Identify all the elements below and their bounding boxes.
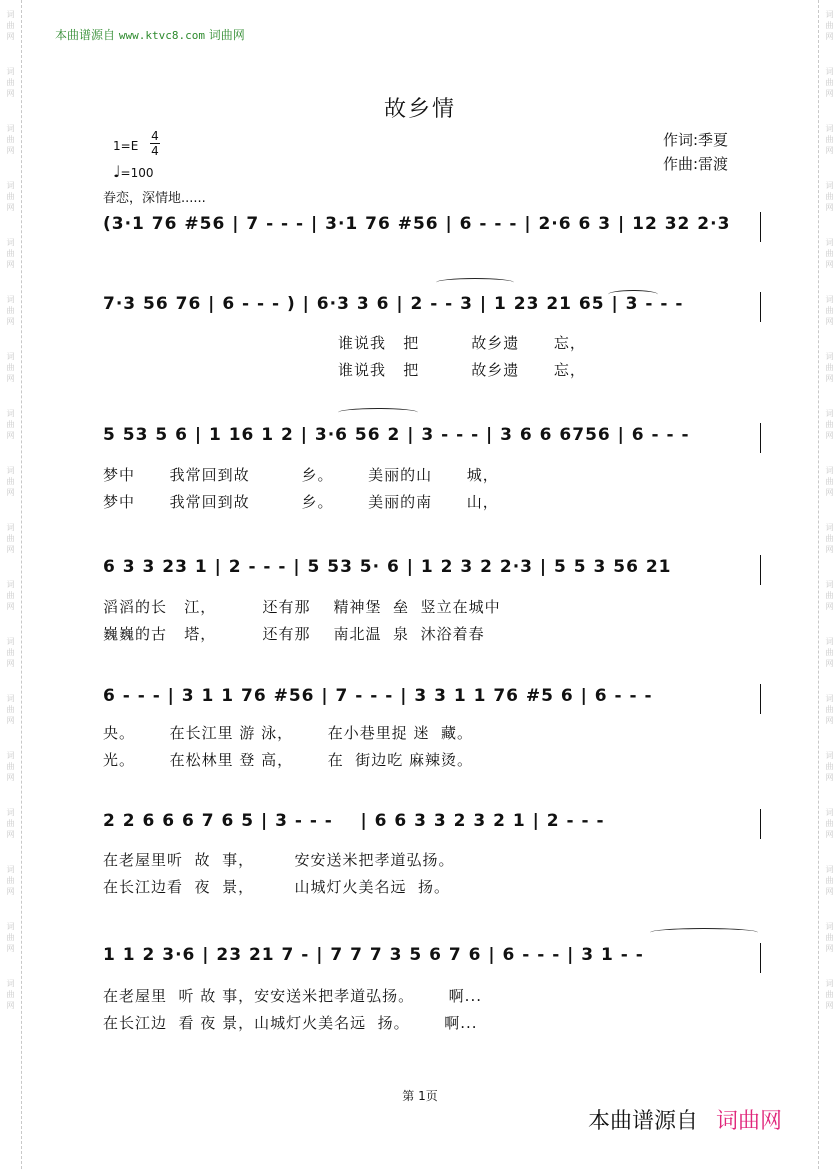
margin-glyph: 网: [825, 1001, 834, 1010]
right-margin-watermark: [818, 0, 840, 1169]
margin-glyph: 网: [825, 203, 834, 212]
margin-glyph: 曲: [6, 363, 15, 372]
margin-glyph: 曲: [825, 990, 834, 999]
lyric-line-5-verse-2: 光。 在松林里 登 高， 在 街边吃 麻辣烫。: [103, 751, 474, 769]
system-end-barline: [760, 684, 761, 714]
site-header: [55, 26, 245, 43]
notation-system-1: (3·1 76 #56 | 7 - - - | 3·1 76 #56 | 6 - - - | 2·6 6 3 | 12 32 2·3: [103, 214, 731, 234]
system-end-barline: [760, 212, 761, 242]
margin-glyph: 曲: [6, 534, 15, 543]
slur: [608, 290, 658, 299]
lyric-line-7-verse-2: 在长江边 看 夜 景，山城灯火美名远 扬。 啊...: [103, 1014, 478, 1032]
margin-glyph: 网: [825, 32, 834, 41]
margin-glyph: 网: [825, 773, 834, 782]
margin-glyph: 网: [6, 944, 15, 953]
margin-glyph: 词: [825, 580, 834, 589]
margin-glyph: 曲: [825, 477, 834, 486]
header-site-name[interactable]: 词曲网: [208, 28, 245, 42]
margin-glyph: 曲: [6, 192, 15, 201]
lyric-line-4-verse-1: 滔滔的长 江， 还有那 精神堡 垒 竖立在城中: [103, 598, 501, 616]
margin-glyph: 网: [825, 146, 834, 155]
margin-glyph: 曲: [6, 705, 15, 714]
margin-glyph: 曲: [825, 933, 834, 942]
margin-glyph: 词: [6, 523, 15, 532]
margin-glyph: 词: [6, 409, 15, 418]
lyric-line-6-verse-2: 在长江边看 夜 景， 山城灯火美名远 扬。: [103, 878, 450, 896]
margin-glyph: 曲: [825, 306, 834, 315]
margin-glyph: 曲: [6, 135, 15, 144]
margin-glyph: 词: [6, 694, 15, 703]
margin-glyph: 网: [825, 317, 834, 326]
margin-glyph: 曲: [6, 819, 15, 828]
margin-glyph: 曲: [825, 534, 834, 543]
footer-site-link[interactable]: 词曲网: [715, 1109, 782, 1134]
margin-glyph: 词: [825, 181, 834, 190]
margin-glyph: 曲: [6, 420, 15, 429]
margin-glyph: 词: [6, 181, 15, 190]
margin-glyph: 网: [6, 830, 15, 839]
lyric-line-3-verse-1: 梦中 我常回到故 乡。 美丽的山 城，: [103, 466, 499, 484]
margin-glyph: 网: [825, 431, 834, 440]
lyric-line-4-verse-2: 巍巍的古 塔， 还有那 南北温 泉 沐浴着春: [103, 625, 485, 643]
margin-glyph: 曲: [825, 363, 834, 372]
margin-glyph: 网: [6, 374, 15, 383]
margin-glyph: 网: [825, 659, 834, 668]
margin-glyph: 曲: [6, 477, 15, 486]
margin-glyph: 词: [6, 238, 15, 247]
margin-glyph: 词: [6, 67, 15, 76]
header-prefix: 本曲谱源自: [55, 28, 116, 42]
margin-glyph: 词: [6, 922, 15, 931]
margin-glyph: 词: [6, 979, 15, 988]
margin-glyph: 网: [6, 260, 15, 269]
margin-glyph: 词: [6, 10, 15, 19]
margin-glyph: 曲: [825, 762, 834, 771]
margin-glyph: 网: [825, 944, 834, 953]
margin-glyph: 网: [6, 89, 15, 98]
margin-glyph: 曲: [6, 249, 15, 258]
margin-glyph: 词: [825, 409, 834, 418]
time-signature: [149, 129, 161, 158]
song-title: 故乡情: [383, 97, 456, 122]
margin-glyph: 网: [825, 545, 834, 554]
margin-glyph: 曲: [825, 819, 834, 828]
margin-glyph: 网: [6, 203, 15, 212]
key-signature: 1=E: [113, 139, 139, 153]
margin-glyph: 词: [825, 751, 834, 760]
notation-system-2: 7·3 56 76 | 6 - - - ) | 6·3 3 6 | 2 - - 3 | 1 23 21 65 | 3 - - -: [103, 294, 684, 314]
margin-glyph: 曲: [6, 21, 15, 30]
margin-glyph: 网: [6, 716, 15, 725]
margin-glyph: 词: [825, 808, 834, 817]
margin-glyph: 词: [825, 238, 834, 247]
margin-glyph: 网: [825, 887, 834, 896]
lyric-line-6-verse-1: 在老屋里听 故 事， 安安送米把孝道弘扬。: [103, 851, 455, 869]
margin-glyph: 曲: [825, 135, 834, 144]
expression-marking: 眷恋，深情地......: [103, 191, 206, 206]
margin-glyph: 网: [825, 260, 834, 269]
margin-glyph: 网: [6, 602, 15, 611]
notation-system-5: 6 - - - | 3 1 1 76 #56 | 7 - - - | 3 3 1 1 76 #5 6 | 6 - - -: [103, 686, 653, 706]
system-end-barline: [760, 943, 761, 973]
margin-glyph: 网: [6, 317, 15, 326]
margin-glyph: 词: [6, 466, 15, 475]
margin-glyph: 词: [825, 865, 834, 874]
margin-glyph: 词: [6, 580, 15, 589]
margin-glyph: 网: [6, 887, 15, 896]
margin-glyph: 网: [825, 602, 834, 611]
lyric-line-2-verse-2: 谁说我 把 故乡遗 忘，: [338, 361, 586, 379]
margin-glyph: 曲: [825, 705, 834, 714]
margin-glyph: 曲: [825, 591, 834, 600]
margin-glyph: 词: [6, 124, 15, 133]
margin-glyph: 词: [825, 979, 834, 988]
margin-glyph: 曲: [6, 78, 15, 87]
margin-glyph: 词: [6, 295, 15, 304]
lyric-line-7-verse-1: 在老屋里 听 故 事，安安送米把孝道弘扬。 啊...: [103, 987, 482, 1005]
slur: [650, 928, 758, 937]
notation-system-7: 1 1 2 3·6 | 23 21 7 - | 7 7 7 3 5 6 7 6 | 6 - - - | 3 1 - -: [103, 945, 644, 965]
page-number: 第 1页: [402, 1089, 438, 1103]
lyric-line-2-verse-1: 谁说我 把 故乡遗 忘，: [338, 334, 586, 352]
margin-glyph: 词: [6, 751, 15, 760]
credits: [663, 128, 728, 176]
margin-glyph: 词: [6, 352, 15, 361]
margin-glyph: 曲: [6, 306, 15, 315]
slur: [338, 408, 418, 417]
margin-glyph: 网: [825, 374, 834, 383]
footer-brand: [588, 1104, 782, 1135]
margin-glyph: 词: [825, 922, 834, 931]
margin-glyph: 词: [6, 865, 15, 874]
margin-glyph: 曲: [6, 876, 15, 885]
margin-glyph: 网: [6, 659, 15, 668]
notation-system-4: 6 3 3 23 1 | 2 - - - | 5 53 5· 6 | 1 2 3 2 2·3 | 5 5 3 56 21: [103, 557, 672, 577]
system-end-barline: [760, 555, 761, 585]
lyricist: 作词:季夏: [663, 131, 729, 149]
system-end-barline: [760, 423, 761, 453]
margin-glyph: 词: [825, 694, 834, 703]
margin-glyph: 曲: [825, 876, 834, 885]
margin-glyph: 网: [825, 89, 834, 98]
margin-glyph: 网: [825, 716, 834, 725]
margin-glyph: 曲: [825, 420, 834, 429]
margin-glyph: 曲: [825, 78, 834, 87]
notation-system-6: 2 2 6 6 6 7 6 5 | 3 - - - | 6 6 3 3 2 3 2 1 | 2 - - -: [103, 811, 605, 831]
quarter-note-icon: ♩: [113, 162, 121, 181]
margin-glyph: 网: [6, 545, 15, 554]
footer-source: 本曲谱源自: [587, 1109, 698, 1134]
system-end-barline: [760, 809, 761, 839]
lyric-line-3-verse-2: 梦中 我常回到故 乡。 美丽的南 山，: [103, 493, 499, 511]
margin-glyph: 网: [6, 1001, 15, 1010]
tempo-value: =100: [120, 166, 154, 180]
margin-glyph: 曲: [825, 648, 834, 657]
margin-glyph: 网: [825, 488, 834, 497]
margin-glyph: 曲: [825, 249, 834, 258]
margin-glyph: 网: [6, 146, 15, 155]
margin-glyph: 曲: [825, 192, 834, 201]
margin-glyph: 词: [825, 637, 834, 646]
margin-glyph: 曲: [6, 591, 15, 600]
margin-glyph: 词: [825, 67, 834, 76]
margin-glyph: 词: [825, 466, 834, 475]
margin-glyph: 词: [825, 10, 834, 19]
margin-glyph: 曲: [6, 933, 15, 942]
margin-glyph: 网: [6, 773, 15, 782]
notation-system-3: 5 53 5 6 | 1 16 1 2 | 3·6 56 2 | 3 - - - | 3 6 6 6756 | 6 - - -: [103, 425, 690, 445]
margin-glyph: 词: [825, 523, 834, 532]
margin-glyph: 网: [825, 830, 834, 839]
time-signature-bottom: 4: [151, 144, 159, 158]
left-margin-watermark: [0, 0, 22, 1169]
margin-glyph: 曲: [825, 21, 834, 30]
margin-glyph: 词: [6, 637, 15, 646]
time-signature-top: 4: [151, 129, 159, 143]
margin-glyph: 网: [6, 488, 15, 497]
system-end-barline: [760, 292, 761, 322]
header-url[interactable]: www.ktvc8.com: [118, 29, 205, 42]
margin-glyph: 曲: [6, 648, 15, 657]
tempo-marking: [113, 162, 154, 181]
margin-glyph: 曲: [6, 990, 15, 999]
composer: 作曲:雷渡: [663, 155, 729, 173]
slur: [436, 278, 514, 287]
lyric-line-5-verse-1: 央。 在长江里 游 泳， 在小巷里捉 迷 藏。: [103, 724, 474, 742]
margin-glyph: 词: [825, 295, 834, 304]
margin-glyph: 词: [825, 124, 834, 133]
margin-glyph: 词: [825, 352, 834, 361]
margin-glyph: 词: [6, 808, 15, 817]
margin-glyph: 网: [6, 32, 15, 41]
margin-glyph: 网: [6, 431, 15, 440]
margin-glyph: 曲: [6, 762, 15, 771]
